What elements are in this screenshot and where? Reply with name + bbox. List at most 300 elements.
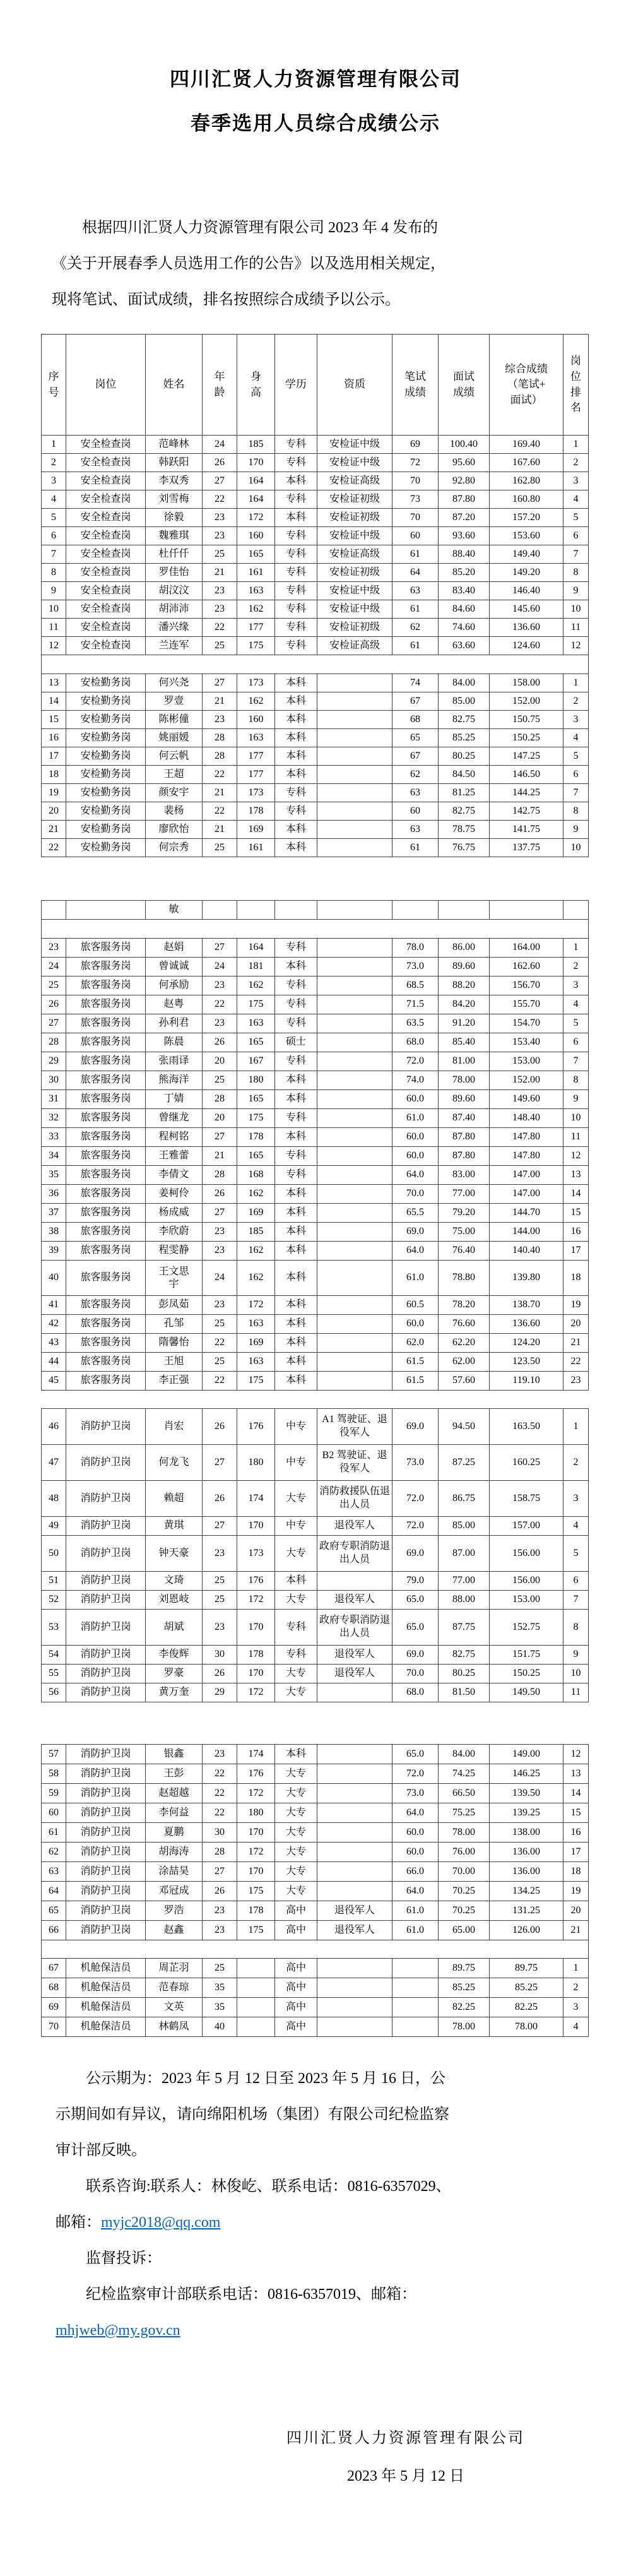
notice-paragraph — [56, 2061, 543, 2169]
cell-written: 73.0 — [392, 958, 439, 976]
cell-age: 23 — [203, 527, 237, 545]
cell-total: 139.80 — [490, 1261, 563, 1296]
cell-edu: 中专 — [275, 1409, 317, 1445]
cell-total: 138.70 — [490, 1296, 563, 1315]
supervise-paragraph — [56, 2241, 543, 2277]
cell-interview: 85.00 — [439, 1517, 490, 1536]
cell-name: 范春琼 — [146, 1978, 203, 1998]
cell-edu: 本科 — [275, 958, 317, 976]
cell-total: 147.80 — [490, 1147, 563, 1166]
cell-height: 173 — [237, 1536, 275, 1572]
cell-rank: 7 — [563, 1052, 589, 1071]
signature-block — [286, 2419, 525, 2495]
cell-interview: 81.50 — [439, 1683, 490, 1702]
cell-total: 158.00 — [490, 674, 563, 692]
cell-post: 旅客服务岗 — [66, 976, 146, 995]
cell-qual: 政府专职消防退出人员 — [317, 1610, 392, 1646]
table-row — [42, 1591, 589, 1610]
cell-age: 35 — [203, 1978, 237, 1998]
cell-name: 钟天豪 — [146, 1536, 203, 1572]
cell-interview: 75.25 — [439, 1803, 490, 1823]
table-row — [42, 711, 589, 729]
cell-name: 罗佳怡 — [146, 564, 203, 582]
cell-written: 62 — [392, 766, 439, 784]
cell-seq: 44 — [42, 1353, 66, 1372]
cell-name: 兰连军 — [146, 637, 203, 655]
cell-total: 140.40 — [490, 1242, 563, 1261]
cell-age: 23 — [203, 1536, 237, 1572]
cell-rank: 10 — [563, 839, 589, 857]
cell-post: 安检勤务岗 — [66, 821, 146, 839]
cell-edu: 专科 — [275, 582, 317, 600]
cell-qual — [317, 1242, 392, 1261]
cell-interview: 70.25 — [439, 1882, 490, 1901]
cell-written: 65.0 — [392, 1745, 439, 1764]
cell-name: 涂喆昊 — [146, 1862, 203, 1882]
cell-name: 李双秀 — [146, 472, 203, 490]
cell-written: 72 — [392, 454, 439, 472]
table-row — [42, 1409, 589, 1445]
cell-age: 25 — [203, 1353, 237, 1372]
cell-height: 161 — [237, 839, 275, 857]
cell-height: 165 — [237, 1090, 275, 1109]
cell-seq: 11 — [42, 619, 66, 637]
cell-written: 74.0 — [392, 1071, 439, 1090]
spacer-row — [42, 920, 589, 939]
intro-line: 《关于开展春季人员选用工作的公告》以及选用相关规定， — [52, 256, 445, 272]
cell-post: 消防护卫岗 — [66, 1665, 146, 1683]
table-row — [42, 1014, 589, 1033]
table-row — [42, 1166, 589, 1185]
contact-paragraph — [56, 2169, 543, 2241]
table-row — [42, 1517, 589, 1536]
cell-height: 162 — [237, 600, 275, 619]
cell-seq: 62 — [42, 1843, 66, 1862]
cell-post: 安全检查岗 — [66, 637, 146, 655]
cell-edu: 高中 — [275, 1901, 317, 1921]
cell-height: 164 — [237, 490, 275, 509]
table-row — [42, 1978, 589, 1998]
cell-post: 旅客服务岗 — [66, 1071, 146, 1090]
cell-seq: 9 — [42, 582, 66, 600]
contact-line — [56, 2205, 543, 2241]
cell-post: 机舱保洁员 — [66, 1959, 146, 1978]
cell-interview: 85.25 — [439, 729, 490, 747]
cell-written: 60 — [392, 527, 439, 545]
cell-qual — [317, 1109, 392, 1128]
cell-post: 旅客服务岗 — [66, 1334, 146, 1353]
cell-post: 安全检查岗 — [66, 619, 146, 637]
cell-written: 70.0 — [392, 1185, 439, 1204]
table-row — [42, 1223, 589, 1242]
cell-total: 149.00 — [490, 1745, 563, 1764]
cell-height: 165 — [237, 545, 275, 564]
cell-written: 61.0 — [392, 1921, 439, 1940]
cell-name: 邓冠成 — [146, 1882, 203, 1901]
cell-total: 153.40 — [490, 1033, 563, 1052]
cell-height: 167 — [237, 1052, 275, 1071]
cell-post: 消防护卫岗 — [66, 1517, 146, 1536]
cell-qual: 安检证中级 — [317, 454, 392, 472]
cell-age: 25 — [203, 1315, 237, 1334]
cell-total: 136.60 — [490, 1315, 563, 1334]
cell-written: 72.0 — [392, 1764, 439, 1784]
cell-height: 175 — [237, 1882, 275, 1901]
cell-edu: 高中 — [275, 1978, 317, 1998]
cell-total: 123.50 — [490, 1353, 563, 1372]
cell-total: 156.70 — [490, 976, 563, 995]
cell-age: 22 — [203, 802, 237, 821]
cell-edu: 本科 — [275, 1334, 317, 1353]
cell-written: 61 — [392, 545, 439, 564]
gov-email-link[interactable]: mhjweb@my.gov.cn — [56, 2322, 180, 2339]
cell-written: 61.0 — [392, 1261, 439, 1296]
cell-interview: 91.20 — [439, 1014, 490, 1033]
cell-seq: 50 — [42, 1536, 66, 1572]
cell-height: 176 — [237, 1572, 275, 1591]
spacer-cell — [42, 920, 589, 939]
column-header-edu: 学历 — [275, 335, 317, 436]
cell-interview: 88.20 — [439, 976, 490, 995]
cell-seq: 58 — [42, 1764, 66, 1784]
cell-edu: 专科 — [275, 600, 317, 619]
cell-name: 赵粤 — [146, 995, 203, 1014]
cell-name: 何龙飞 — [146, 1445, 203, 1481]
cell-age: 24 — [203, 1261, 237, 1296]
cell-rank: 6 — [563, 766, 589, 784]
cell-age: 21 — [203, 564, 237, 582]
cell-seq: 19 — [42, 784, 66, 802]
notice-line: 示期间如有异议，请向绵阳机场（集团）有限公司纪检监察 — [56, 2106, 449, 2123]
cell-age: 25 — [203, 637, 237, 655]
cell-rank: 17 — [563, 1242, 589, 1261]
cell-total: 157.20 — [490, 509, 563, 527]
table-row — [42, 454, 589, 472]
table-row — [42, 729, 589, 747]
table-row — [42, 1372, 589, 1391]
cell-height: 175 — [237, 1109, 275, 1128]
cell-interview: 78.00 — [439, 2017, 490, 2037]
cell-written: 68 — [392, 711, 439, 729]
cell-rank: 7 — [563, 1591, 589, 1610]
table-row — [42, 490, 589, 509]
cell-age: 35 — [203, 1998, 237, 2017]
cell-edu: 大专 — [275, 1823, 317, 1843]
cell-total: 164.00 — [490, 939, 563, 958]
cell-rank: 3 — [563, 1998, 589, 2017]
cell-written: 60.0 — [392, 1128, 439, 1147]
qq-email-link[interactable]: myjc2018@qq.com — [101, 2214, 221, 2231]
cell-edu: 硕士 — [275, 1033, 317, 1052]
cell-height: 173 — [237, 674, 275, 692]
cell-interview: 88.00 — [439, 1591, 490, 1610]
cell-qual — [317, 1823, 392, 1843]
table-row — [42, 1843, 589, 1862]
cell-rank: 21 — [563, 1334, 589, 1353]
cell-seq: 55 — [42, 1665, 66, 1683]
cell-age: 22 — [203, 1334, 237, 1353]
cell-total: 153.60 — [490, 527, 563, 545]
cell-post: 旅客服务岗 — [66, 1261, 146, 1296]
cell-age: 27 — [203, 1517, 237, 1536]
cell-age: 25 — [203, 1959, 237, 1978]
cell-total: 158.75 — [490, 1481, 563, 1517]
cell-post: 旅客服务岗 — [66, 958, 146, 976]
cell-edu: 本科 — [275, 1223, 317, 1242]
cell-seq: 45 — [42, 1372, 66, 1391]
cell-post: 旅客服务岗 — [66, 1033, 146, 1052]
cell-seq: 4 — [42, 490, 66, 509]
cell-written: 60.0 — [392, 1843, 439, 1862]
cell-qual: 安检证初级 — [317, 509, 392, 527]
cell-name: 罗豪 — [146, 1665, 203, 1683]
cell-rank: 13 — [563, 1764, 589, 1784]
cell-rank: 8 — [563, 1071, 589, 1090]
cell-age: 21 — [203, 821, 237, 839]
cell-interview: 87.00 — [439, 1536, 490, 1572]
cell-rank: 3 — [563, 1481, 589, 1517]
cell-age: 27 — [203, 939, 237, 958]
cell-written — [392, 1978, 439, 1998]
cell-post: 旅客服务岗 — [66, 1014, 146, 1033]
cell-post: 消防护卫岗 — [66, 1784, 146, 1803]
cell-name: 罗壹 — [146, 692, 203, 711]
cell-rank: 16 — [563, 1823, 589, 1843]
cell-name: 赵鑫 — [146, 1921, 203, 1940]
cell-interview: 87.40 — [439, 1109, 490, 1128]
cell-name: 徐毅 — [146, 509, 203, 527]
cell-total: 78.00 — [490, 2017, 563, 2037]
cell-height: 165 — [237, 1033, 275, 1052]
cell-rank: 23 — [563, 1372, 589, 1391]
cell-qual: 退役军人 — [317, 1921, 392, 1940]
cell-age: 22 — [203, 1803, 237, 1823]
cell-edu: 本科 — [275, 839, 317, 857]
cell-height: 169 — [237, 1204, 275, 1223]
cell-rank: 12 — [563, 1147, 589, 1166]
cell-qual: B2 驾驶证、退役军人 — [317, 1445, 392, 1481]
cell-post: 消防护卫岗 — [66, 1764, 146, 1784]
cell-post: 安全检查岗 — [66, 527, 146, 545]
cell-post: 消防护卫岗 — [66, 1862, 146, 1882]
cell-seq: 38 — [42, 1223, 66, 1242]
cell-edu: 本科 — [275, 509, 317, 527]
cell-rank: 11 — [563, 1128, 589, 1147]
cell-name: 文英 — [146, 1998, 203, 2017]
cell-rank: 13 — [563, 1166, 589, 1185]
table-row — [42, 1128, 589, 1147]
cell-edu: 专科 — [275, 939, 317, 958]
cell-qual — [317, 674, 392, 692]
cell-height: 165 — [237, 1147, 275, 1166]
cell-qual — [317, 939, 392, 958]
cell-total: 147.00 — [490, 1166, 563, 1185]
cell-age: 20 — [203, 1052, 237, 1071]
table-row — [42, 1090, 589, 1109]
cell-total: 139.25 — [490, 1803, 563, 1823]
table-header-row — [42, 335, 589, 436]
cell-total: 85.25 — [490, 1978, 563, 1998]
cell-interview: 76.00 — [439, 1843, 490, 1862]
cell-seq: 25 — [42, 976, 66, 995]
intro-paragraph — [52, 210, 536, 318]
cell-total: 153.00 — [490, 1052, 563, 1071]
cell-qual — [317, 1334, 392, 1353]
cell-age: 27 — [203, 1128, 237, 1147]
cell-post: 安全检查岗 — [66, 600, 146, 619]
cell-rank: 4 — [563, 2017, 589, 2037]
cell-total: 152.00 — [490, 692, 563, 711]
cell-post: 消防护卫岗 — [66, 1646, 146, 1665]
cell-interview: 85.00 — [439, 692, 490, 711]
cell-qual — [317, 1572, 392, 1591]
cell-written — [392, 901, 439, 920]
cell-post: 消防护卫岗 — [66, 1882, 146, 1901]
score-tables — [41, 334, 631, 2037]
cell-total: 141.75 — [490, 821, 563, 839]
cell-seq: 66 — [42, 1921, 66, 1940]
table-row — [42, 1784, 589, 1803]
cell-edu: 专科 — [275, 1052, 317, 1071]
cell-total: 119.10 — [490, 1372, 563, 1391]
table-row — [42, 1823, 589, 1843]
cell-total: 155.70 — [490, 995, 563, 1014]
cell-age: 26 — [203, 1481, 237, 1517]
cell-interview: 62.00 — [439, 1353, 490, 1372]
cell-name: 何云帆 — [146, 747, 203, 766]
cell-edu: 本科 — [275, 729, 317, 747]
cell-total: 160.25 — [490, 1445, 563, 1481]
cell-interview: 74.60 — [439, 619, 490, 637]
cell-total: 139.50 — [490, 1784, 563, 1803]
cell-total: 136.00 — [490, 1862, 563, 1882]
cell-name: 敏 — [146, 901, 203, 920]
cell-rank: 8 — [563, 564, 589, 582]
column-header-post: 岗位 — [66, 335, 146, 436]
cell-total: 163.50 — [490, 1409, 563, 1445]
cell-name: 刘恩岐 — [146, 1591, 203, 1610]
cell-age: 22 — [203, 1372, 237, 1391]
cell-name: 赵娟 — [146, 939, 203, 958]
cell-interview: 84.20 — [439, 995, 490, 1014]
cell-qual — [317, 1033, 392, 1052]
cell-rank: 10 — [563, 600, 589, 619]
cell-post: 旅客服务岗 — [66, 1147, 146, 1166]
cell-interview: 85.20 — [439, 564, 490, 582]
cell-post: 安全检查岗 — [66, 582, 146, 600]
cell-seq: 36 — [42, 1185, 66, 1204]
cell-name: 杜仟仟 — [146, 545, 203, 564]
cell-name: 隋馨怡 — [146, 1334, 203, 1353]
cell-interview: 78.00 — [439, 1823, 490, 1843]
cell-seq: 67 — [42, 1959, 66, 1978]
cell-age: 40 — [203, 2017, 237, 2037]
cell-qual — [317, 1959, 392, 1978]
column-header-height: 身 高 — [237, 335, 275, 436]
cell-written: 61 — [392, 600, 439, 619]
cell-interview: 83.00 — [439, 1166, 490, 1185]
table-row — [42, 1665, 589, 1683]
cell-seq: 8 — [42, 564, 66, 582]
cell-edu: 大专 — [275, 1843, 317, 1862]
cell-name: 魏雅琪 — [146, 527, 203, 545]
cell-total: 162.80 — [490, 472, 563, 490]
cell-rank: 5 — [563, 1014, 589, 1033]
cell-age: 21 — [203, 1147, 237, 1166]
cell-post: 旅客服务岗 — [66, 1128, 146, 1147]
cell-height: 178 — [237, 1646, 275, 1665]
table-row — [42, 747, 589, 766]
cell-rank: 5 — [563, 1536, 589, 1572]
cell-post: 安检勤务岗 — [66, 692, 146, 711]
table-row — [42, 527, 589, 545]
cell-seq: 56 — [42, 1683, 66, 1702]
cell-edu: 中专 — [275, 1445, 317, 1481]
cell-seq: 5 — [42, 509, 66, 527]
cell-qual — [317, 839, 392, 857]
cell-age: 23 — [203, 600, 237, 619]
signature-date: 2023 年 5 月 12 日 — [347, 2468, 464, 2484]
cell-total: 144.00 — [490, 1223, 563, 1242]
cell-post: 安检勤务岗 — [66, 766, 146, 784]
cell-seq: 68 — [42, 1978, 66, 1998]
cell-seq: 1 — [42, 436, 66, 454]
cell-post: 消防护卫岗 — [66, 1921, 146, 1940]
cell-total: 136.60 — [490, 619, 563, 637]
cell-post: 旅客服务岗 — [66, 1166, 146, 1185]
cell-written: 67 — [392, 692, 439, 711]
cell-height: 180 — [237, 1803, 275, 1823]
table-row — [42, 472, 589, 490]
cell-age: 23 — [203, 1296, 237, 1315]
cell-interview: 66.50 — [439, 1784, 490, 1803]
cell-seq: 47 — [42, 1445, 66, 1481]
table-row — [42, 564, 589, 582]
cell-name: 曾继龙 — [146, 1109, 203, 1128]
cell-written: 72.0 — [392, 1517, 439, 1536]
cell-name: 程柯铭 — [146, 1128, 203, 1147]
cell-edu: 本科 — [275, 1745, 317, 1764]
footer — [56, 2061, 543, 2349]
cell-qual — [317, 1185, 392, 1204]
cell-name: 罗浩 — [146, 1901, 203, 1921]
cell-post: 消防护卫岗 — [66, 1683, 146, 1702]
cell-written: 64.0 — [392, 1166, 439, 1185]
cell-height: 162 — [237, 1185, 275, 1204]
cell-qual: 政府专职消防退出人员 — [317, 1536, 392, 1572]
table-row — [42, 1147, 589, 1166]
cell-rank: 9 — [563, 821, 589, 839]
cell-seq: 21 — [42, 821, 66, 839]
cell-height: 169 — [237, 821, 275, 839]
cell-edu: 本科 — [275, 1071, 317, 1090]
cell-name: 潘兴缘 — [146, 619, 203, 637]
cell-qual — [317, 821, 392, 839]
table-row — [42, 582, 589, 600]
cell-interview: 65.00 — [439, 1921, 490, 1940]
table-row — [42, 2017, 589, 2037]
cell-name: 李倩文 — [146, 1166, 203, 1185]
cell-age: 27 — [203, 1204, 237, 1223]
cell-post: 旅客服务岗 — [66, 939, 146, 958]
cell-rank: 22 — [563, 1353, 589, 1372]
cell-name: 李正强 — [146, 1372, 203, 1391]
column-header-total: 综合成绩 （笔试+ 面试） — [490, 335, 563, 436]
table-row — [42, 995, 589, 1014]
cell-post: 消防护卫岗 — [66, 1572, 146, 1591]
cell-age: 23 — [203, 1921, 237, 1940]
cell-interview: 82.25 — [439, 1998, 490, 2017]
